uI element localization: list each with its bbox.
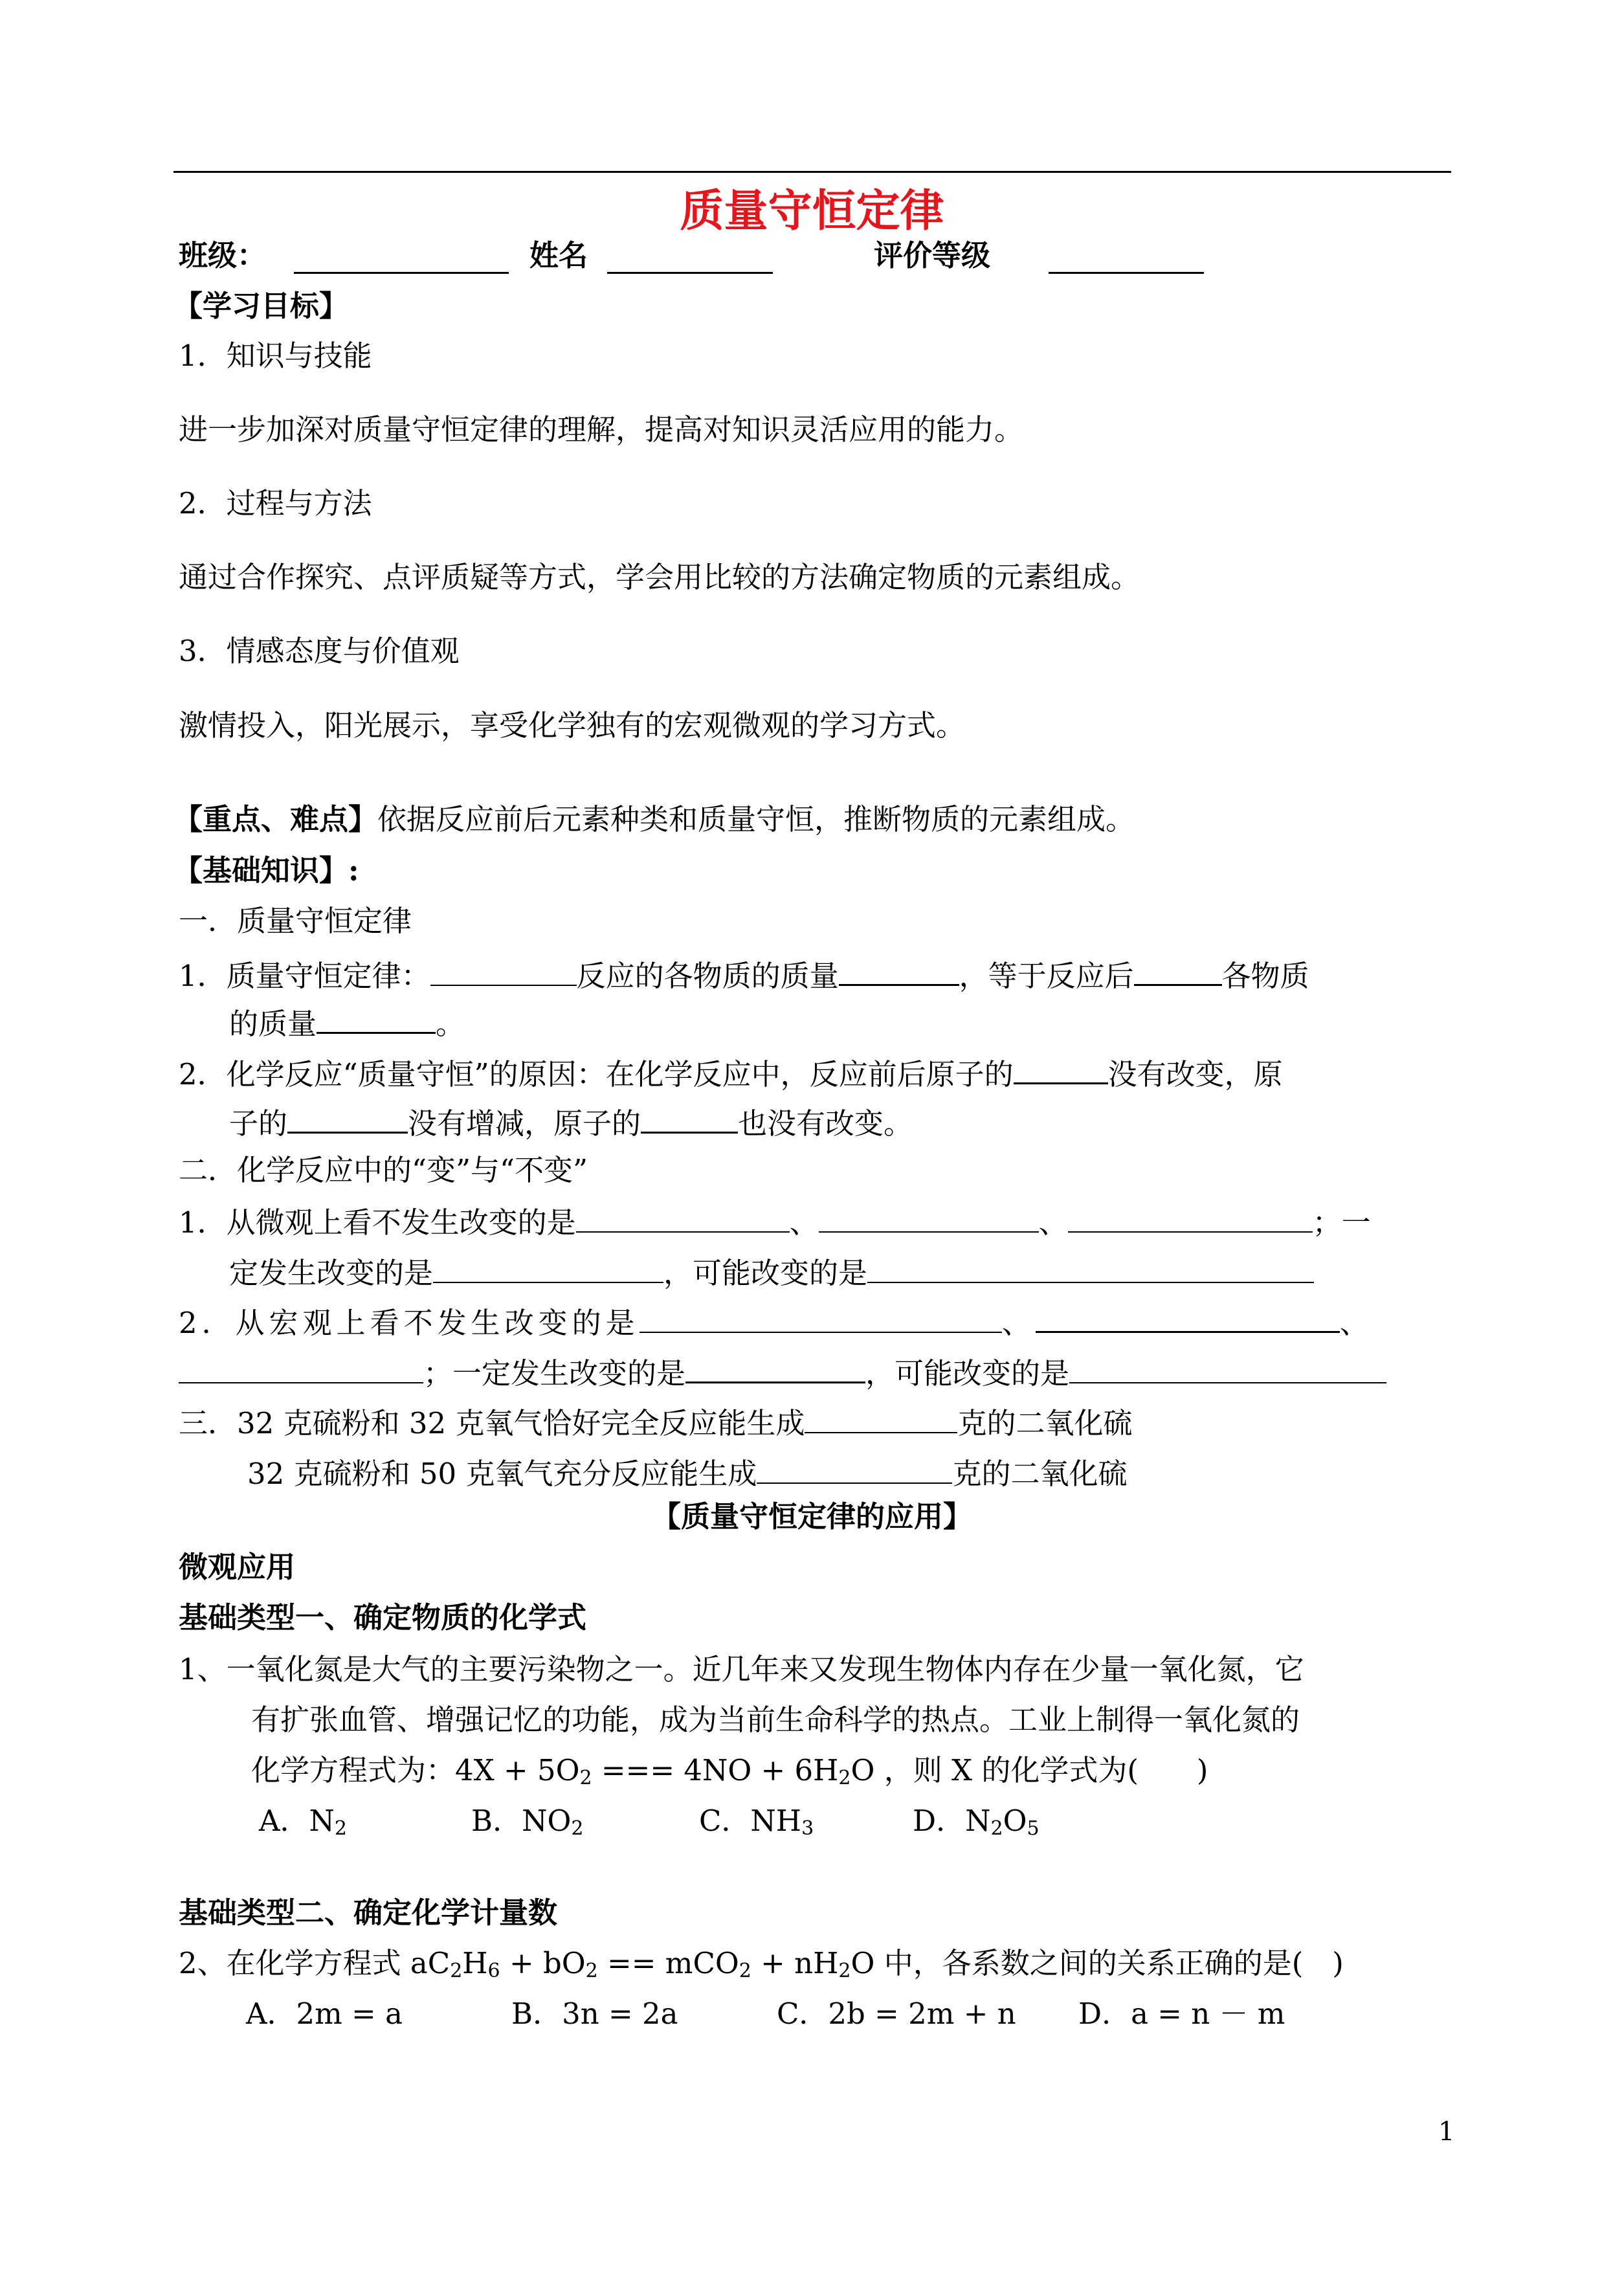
m2-blank-4[interactable] (685, 1356, 865, 1383)
type-2-heading: 基础类型二、确定化学计量数 (179, 1896, 558, 1930)
q2-blank-2[interactable] (287, 1106, 408, 1134)
q2-text-d: 没有增减，原子的 (408, 1106, 641, 1141)
objective-1-text: 进一步加深对质量守恒定律的理解，提高对知识灵活应用的能力。 (179, 412, 1024, 447)
m2-sep-1: 、 (1001, 1306, 1036, 1340)
problem-2-option-b[interactable]: B．3n = 2a (511, 1997, 678, 2031)
sec3-blank-2[interactable] (757, 1457, 952, 1484)
m1-blank-2[interactable] (819, 1205, 1039, 1233)
objectives-heading: 【学习目标】 (173, 289, 349, 323)
problem-1-option-a[interactable] (259, 1804, 347, 1840)
q1-blank-1[interactable] (430, 959, 577, 986)
m2-blank-1[interactable] (640, 1306, 1002, 1333)
section-1-title: 一．质量守恒定律 (179, 904, 412, 938)
opt1-d-sub-2: 5 (1027, 1817, 1040, 1840)
m2-blank-2[interactable] (1036, 1305, 1340, 1333)
m1-sep-1: 、 (789, 1205, 819, 1240)
p1-formula-e: O ，则 X 的化学式为( ) (851, 1753, 1208, 1787)
m2-blank-5[interactable] (1069, 1356, 1386, 1383)
section-3-line-1 (179, 1406, 1132, 1438)
objective-2-text: 通过合作探究、点评质疑等方式，学会用比较的方法确定物质的元素组成。 (179, 560, 1140, 594)
problem-2-option-a[interactable]: A．2m = a (246, 1997, 403, 2031)
m2-text-a: 2．从宏观上看不发生改变的是 (179, 1306, 640, 1340)
opt1-d-text: D．N (913, 1804, 991, 1838)
p1-formula-sub-1: 2 (579, 1767, 592, 1789)
grade-blank[interactable] (1049, 246, 1204, 274)
opt1-c-sub: 3 (801, 1817, 814, 1840)
sec3-text-c: 32 克硫粉和 50 克氧气充分反应能生成 (247, 1457, 757, 1491)
q2-blank-1[interactable] (1014, 1057, 1108, 1084)
objective-3-title: 3．情感态度与价值观 (179, 634, 460, 668)
problem-2-option-c[interactable]: C．2b = 2m + n (777, 1997, 1016, 2031)
q1-blank-4[interactable] (317, 1006, 436, 1034)
q1-text-d: 各物质 (1221, 959, 1309, 993)
p2-sub-3: 2 (585, 1960, 598, 1982)
m1-text-end: ；一 (1312, 1205, 1371, 1240)
type-1-heading: 基础类型一、确定物质的化学式 (179, 1600, 587, 1635)
p1-formula-a: 化学方程式为：4X + 5O (251, 1753, 580, 1787)
micro-line-2 (229, 1256, 1314, 1288)
opt1-d-text-2: O (1003, 1804, 1027, 1838)
m1-text-c: ，可能改变的是 (663, 1256, 868, 1290)
problem-2-line-1 (179, 1946, 1344, 1982)
opt1-c-text: C．NH (699, 1804, 802, 1838)
opt1-b-sub: 2 (571, 1817, 584, 1840)
q2-text-c: 子的 (229, 1106, 288, 1141)
m2-text-c: ，可能改变的是 (865, 1356, 1070, 1391)
p2-text-c: H (462, 1946, 488, 1980)
opt1-b-text: B．NO (471, 1804, 572, 1838)
problem-2-option-d[interactable]: D．a = n － m (1078, 1997, 1285, 2031)
q2-text-e: 也没有改变。 (738, 1106, 913, 1141)
sec3-text-a: 三．32 克硫粉和 32 克氧气恰好完全反应能生成 (179, 1406, 805, 1440)
problem-1-option-c[interactable] (699, 1804, 814, 1840)
p2-text-k: O 中，各系数之间的关系正确的是( ) (851, 1946, 1344, 1980)
p2-text-a: 2、在化学方程式 aC (179, 1946, 450, 1980)
opt1-a-text: A．N (259, 1804, 335, 1838)
objective-1-title: 1．知识与技能 (179, 339, 372, 373)
q2-blank-3[interactable] (641, 1106, 738, 1134)
header-rule (173, 171, 1451, 173)
micro-application-heading: 微观应用 (179, 1550, 296, 1584)
m1-text-b: 定发生改变的是 (229, 1256, 434, 1290)
m1-text-a: 1．从微观上看不发生改变的是 (179, 1205, 576, 1240)
p2-sub-1: 2 (450, 1960, 463, 1982)
problem-1-line-2: 有扩张血管、增强记忆的功能，成为当前生命科学的热点。工业上制得一氧化氮的 (251, 1703, 1300, 1737)
q1-blank-3[interactable] (1134, 958, 1222, 986)
macro-line-1 (179, 1305, 1374, 1340)
sec3-text-d: 克的二氧化硫 (952, 1457, 1128, 1491)
question-2-line-1 (179, 1057, 1283, 1089)
p2-text-g: == mCO (597, 1946, 739, 1980)
key-points-text: 依据反应前后元素种类和质量守恒，推断物质的元素组成。 (377, 802, 1135, 836)
application-heading: 【质量守恒定律的应用】 (651, 1499, 972, 1534)
q1-text-f: 。 (436, 1007, 465, 1041)
q1-text-b: 反应的各物质的质量 (576, 959, 839, 993)
q2-text-a: 2．化学反应“质量守恒”的原因：在化学反应中，反应前后原子的 (179, 1057, 1014, 1091)
q2-text-b: 没有改变，原 (1107, 1057, 1283, 1091)
problem-1-option-d[interactable] (913, 1804, 1040, 1840)
name-label: 姓名 (529, 238, 588, 273)
m1-sep-2: 、 (1038, 1205, 1068, 1240)
opt1-d-sub-1: 2 (990, 1817, 1003, 1840)
micro-line-1 (179, 1205, 1371, 1240)
p2-text-e: + bO (500, 1946, 586, 1980)
p2-sub-5: 2 (838, 1960, 851, 1982)
p2-sub-2: 6 (487, 1960, 500, 1982)
question-2-line-2 (229, 1106, 913, 1141)
m1-blank-4[interactable] (433, 1256, 663, 1283)
q1-text-c: ，等于反应后 (959, 959, 1134, 993)
objective-2-title: 2．过程与方法 (179, 486, 372, 520)
page-title: 质量守恒定律 (680, 185, 944, 237)
section-3-line-2 (247, 1457, 1128, 1491)
q1-text-e: 的质量 (229, 1007, 317, 1041)
m1-blank-5[interactable] (867, 1256, 1314, 1283)
q1-blank-2[interactable] (839, 958, 959, 986)
basics-heading: 【基础知识】: (173, 853, 359, 888)
m2-sep-2: 、 (1339, 1306, 1374, 1340)
question-1-line-2 (229, 1006, 465, 1041)
class-label: 班级： (179, 238, 267, 273)
name-blank[interactable] (607, 246, 773, 274)
p2-sub-4: 2 (739, 1960, 751, 1982)
objective-3-text: 激情投入，阳光展示，享受化学独有的宏观微观的学习方式。 (179, 708, 966, 743)
sec3-text-b: 克的二氧化硫 (957, 1406, 1133, 1440)
m1-blank-1[interactable] (576, 1205, 790, 1233)
key-points-line (173, 802, 1135, 836)
problem-1-option-b[interactable] (471, 1804, 584, 1840)
p1-formula-c: === 4NO + 6H (592, 1753, 839, 1787)
macro-line-2 (179, 1356, 1386, 1391)
question-1-line-1 (179, 958, 1309, 993)
class-blank[interactable] (294, 246, 509, 274)
opt1-a-sub: 2 (334, 1817, 347, 1840)
sec3-blank-1[interactable] (805, 1406, 957, 1433)
p1-formula-sub-2: 2 (838, 1767, 851, 1789)
problem-1-line-3 (251, 1753, 1208, 1789)
m1-blank-3[interactable] (1068, 1205, 1313, 1233)
q1-text-a: 1．质量守恒定律： (179, 959, 430, 993)
grade-label: 评价等级 (874, 238, 991, 273)
m2-text-b: ；一定发生改变的是 (423, 1356, 686, 1391)
m2-blank-3[interactable] (179, 1356, 423, 1383)
problem-1-line-1: 1、一氧化氮是大气的主要污染物之一。近几年来又发现生物体内存在少量一氧化氮，它 (179, 1652, 1304, 1686)
p2-text-i: + nH (751, 1946, 839, 1980)
section-2-title: 二．化学反应中的“变”与“不变” (179, 1153, 588, 1187)
page-number: 1 (1438, 2117, 1455, 2147)
key-points-label: 【重点、难点】 (173, 802, 378, 836)
